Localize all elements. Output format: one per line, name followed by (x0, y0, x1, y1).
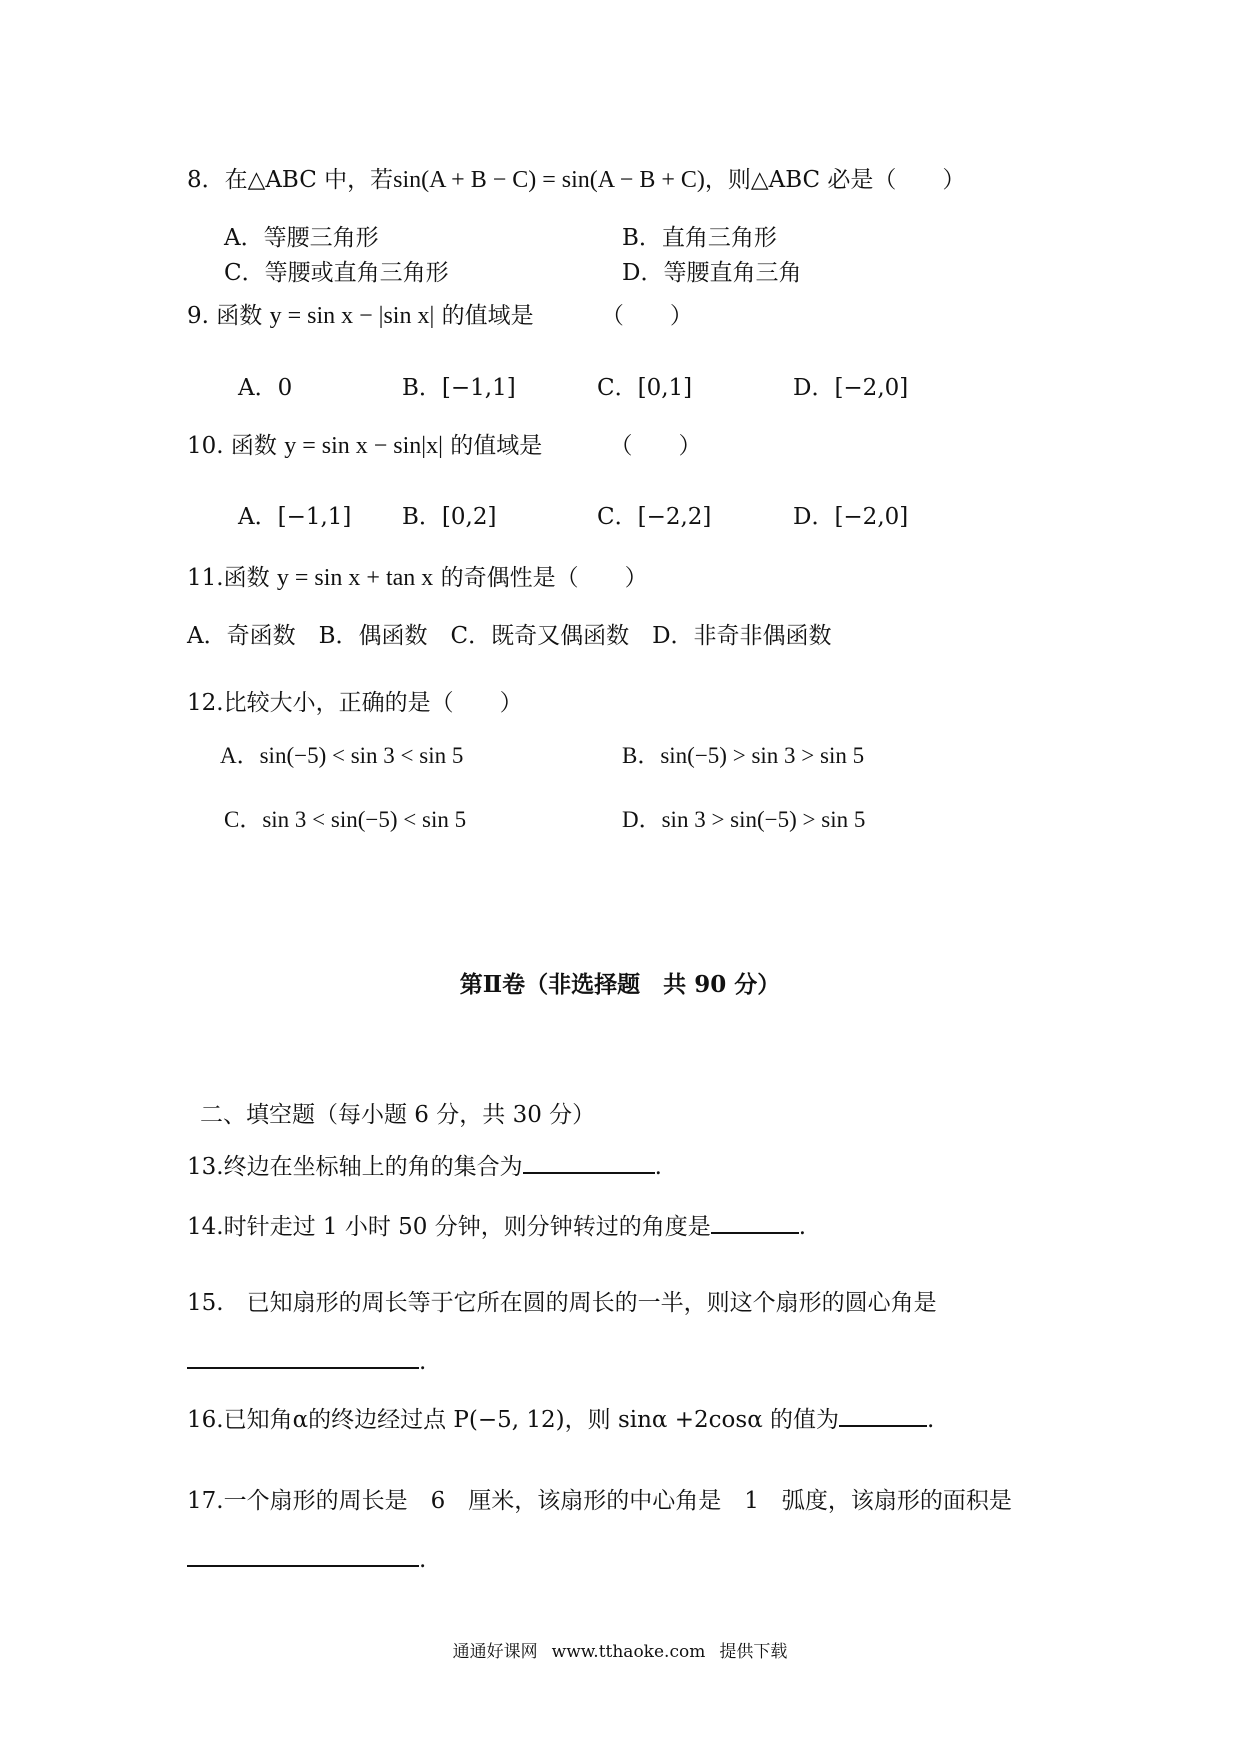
question-11-options: A．奇函数 B．偶函数 C．既奇又偶函数 D．非奇非偶函数 (187, 623, 832, 649)
question-11-formula: y = sin x + tan x (276, 565, 434, 591)
question-14-blank (711, 1210, 799, 1234)
question-11-stem (187, 564, 648, 593)
question-10-prefix: 10. 函数 (187, 433, 277, 459)
question-15-period: . (419, 1349, 427, 1375)
question-11-prefix: 11.函数 (187, 565, 270, 591)
question-13-period: . (654, 1154, 662, 1180)
question-10-stem (187, 432, 702, 461)
question-8-stem (187, 166, 965, 195)
question-10-option-c: C．[−2,2] (597, 504, 712, 530)
question-16-text: 16.已知角α的终边经过点 P(−5, 12)，则 sinα +2cosα 的值为 (187, 1407, 840, 1433)
question-9-option-c: C．[0,1] (597, 375, 693, 401)
question-8-option-c: C．等腰或直角三角形 (224, 260, 449, 286)
question-8-formula: sin(A + B − C) = sin(A − B + C) (393, 167, 705, 193)
question-9-answer-paren: （ ） (600, 303, 693, 329)
question-14 (187, 1210, 806, 1242)
question-10-formula: y = sin x − sin|x| (284, 433, 443, 459)
question-11-suffix: 的奇偶性是（ ） (440, 565, 648, 591)
question-14-period: . (798, 1214, 807, 1240)
question-8-option-a: A．等腰三角形 (224, 225, 379, 251)
question-12-option-c: C．sin 3 < sin(−5) < sin 5 (224, 807, 467, 832)
question-10-option-b: B．[0,2] (402, 504, 497, 530)
question-12-option-b: B．sin(−5) > sin 3 > sin 5 (622, 743, 865, 768)
question-8-suffix: ，则△ABC 必是（ ） (704, 167, 966, 193)
question-16 (187, 1403, 934, 1435)
question-17-answer-line (187, 1543, 426, 1575)
question-10-answer-paren: （ ） (609, 433, 702, 459)
question-17-period: . (419, 1547, 427, 1573)
question-8-option-b: B．直角三角形 (622, 225, 777, 251)
question-12-option-a: A．sin(−5) < sin 3 < sin 5 (220, 743, 464, 768)
footer-suffix: 提供下载 (719, 1642, 788, 1662)
question-16-blank (839, 1403, 927, 1427)
question-9-formula: y = sin x − |sin x| (269, 303, 435, 329)
question-15-blank (187, 1345, 419, 1369)
question-10-option-d: D．[−2,0] (793, 504, 909, 530)
question-9-option-a: A．0 (238, 375, 293, 401)
question-8-option-d: D．等腰直角三角 (622, 260, 802, 286)
question-12-option-d: D．sin 3 > sin(−5) > sin 5 (622, 807, 866, 832)
question-12-stem: 12.比较大小，正确的是（ ） (187, 690, 523, 716)
section-ii-heading: 第Ⅱ卷（非选择题 共 90 分） (459, 971, 781, 998)
question-9-suffix: 的值域是 (441, 303, 534, 329)
question-13 (187, 1150, 662, 1182)
question-16-period: . (927, 1407, 935, 1433)
footer-site-name: 通通好课网 (452, 1642, 538, 1662)
question-15: 15. 已知扇形的周长等于它所在圆的周长的一半，则这个扇形的圆心角是 (187, 1290, 937, 1316)
footer-url-link[interactable]: www.tthaoke.com (551, 1642, 706, 1662)
fill-in-section-heading: 二、填空题（每小题 6 分，共 30 分） (200, 1102, 596, 1128)
page-footer (0, 1637, 1240, 1662)
question-10-suffix: 的值域是 (450, 433, 543, 459)
question-17: 17.一个扇形的周长是 6 厘米，该扇形的中心角是 1 弧度，该扇形的面积是 (187, 1488, 1012, 1514)
question-17-blank (187, 1543, 419, 1567)
question-13-text: 13.终边在坐标轴上的角的集合为 (187, 1154, 523, 1180)
question-9-stem (187, 302, 693, 331)
question-13-blank (523, 1150, 655, 1174)
question-15-answer-line (187, 1345, 426, 1377)
question-9-option-d: D．[−2,0] (793, 375, 909, 401)
question-8-prefix: 8．在△ABC 中，若 (187, 167, 394, 193)
question-14-text: 14.时针走过 1 小时 50 分钟，则分钟转过的角度是 (187, 1214, 711, 1240)
question-9-prefix: 9. 函数 (187, 303, 263, 329)
question-9-option-b: B．[−1,1] (402, 375, 516, 401)
question-10-option-a: A．[−1,1] (238, 504, 352, 530)
